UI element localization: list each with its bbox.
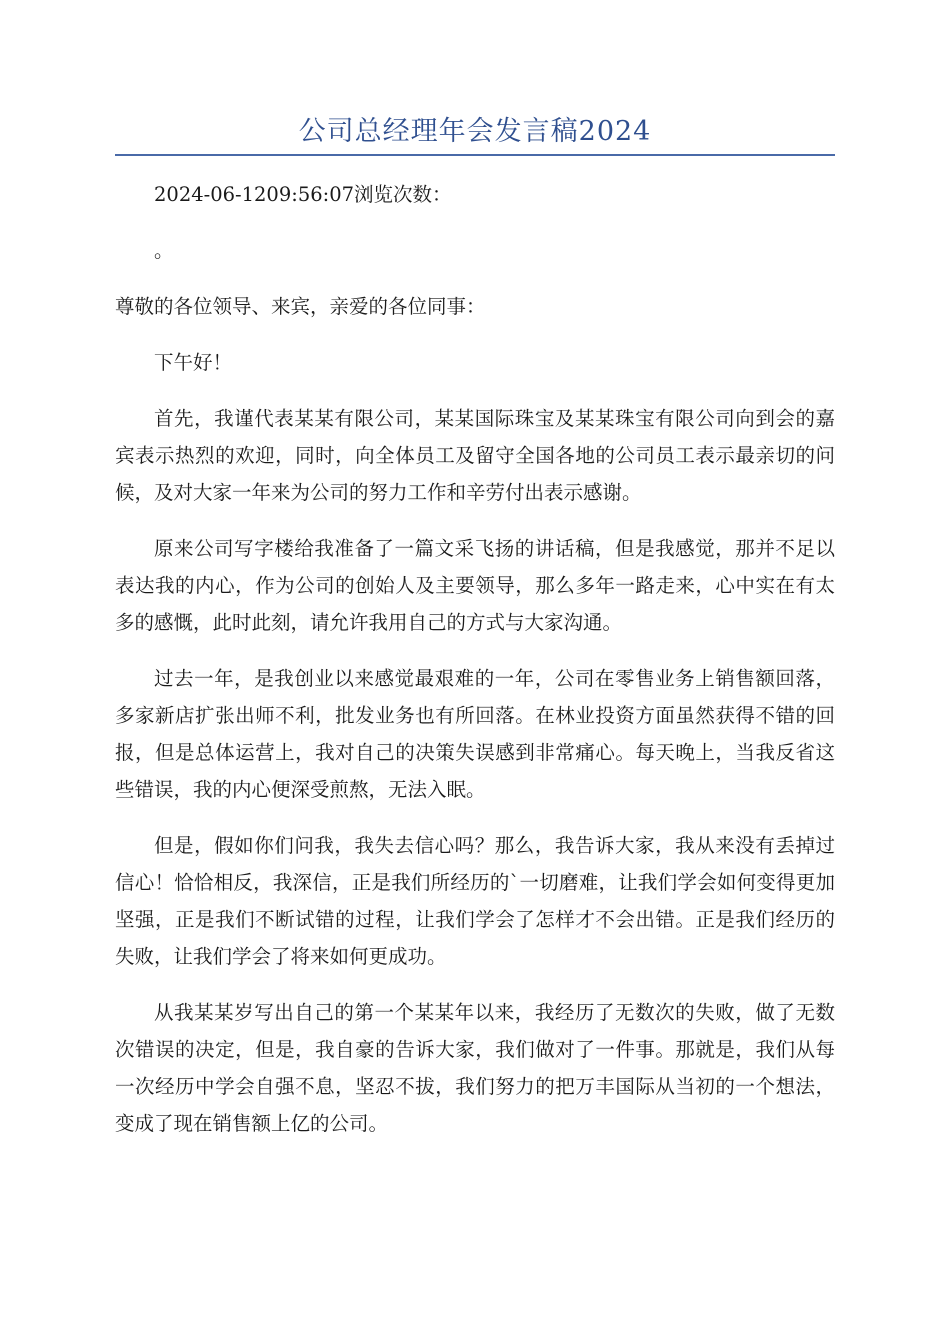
paragraph-4: 但是，假如你们问我，我失去信心吗？那么，我告诉大家，我从来没有丢掉过信心！恰恰相反，我深信，正是我们所经历的`一切磨难，让我们学会如何变得更加坚强，正是我们不断试错的过程，让我们学会了怎样才不会出错。正是我们经历的失败，让我们学会了将来如何更成功。	[115, 834, 835, 968]
paragraph-5: 从我某某岁写出自己的第一个某某年以来，我经历了无数次的失败，做了无数次错误的决定，但是，我自豪的告诉大家，我们做对了一件事。那就是，我们从每一次经历中学会自强不息，坚忍不拔，我们努力的把万丰国际从当初的一个想法，变成了现在销售额上亿的公司。	[115, 1001, 835, 1135]
paragraph-1: 首先，我谨代表某某有限公司，某某国际珠宝及某某珠宝有限公司向到会的嘉宾表示热烈的欢迎，同时，向全体员工及留守全国各地的公司员工表示最亲切的问候，及对大家一年来为公司的努力工作和辛劳付出表示感谢。	[115, 407, 835, 504]
paragraph-3: 过去一年，是我创业以来感觉最艰难的一年，公司在零售业务上销售额回落，多家新店扩张出师不利，批发业务也有所回落。在林业投资方面虽然获得不错的回报，但是总体运营上，我对自己的决策失误感到非常痛心。每天晚上，当我反省这些错误，我的内心便深受煎熬，无法入眠。	[115, 667, 835, 801]
meta-line: 2024-06-1209:56:07浏览次数：	[154, 183, 452, 206]
greeting: 下午好！	[154, 351, 233, 374]
salutation: 尊敬的各位领导、来宾，亲爱的各位同事：	[115, 295, 486, 318]
paragraph-2: 原来公司写字楼给我准备了一篇文采飞扬的讲话稿，但是我感觉，那并不足以表达我的内心，作为公司的创始人及主要领导，那么多年一路走来，心中实在有太多的感慨，此时此刻，请允许我用自己的方式与大家沟通。	[115, 537, 835, 634]
dot-line: 。	[154, 239, 174, 262]
title-underline	[115, 154, 835, 156]
document-title: 公司总经理年会发言稿2024	[298, 116, 652, 147]
document-body	[115, 176, 835, 1161]
